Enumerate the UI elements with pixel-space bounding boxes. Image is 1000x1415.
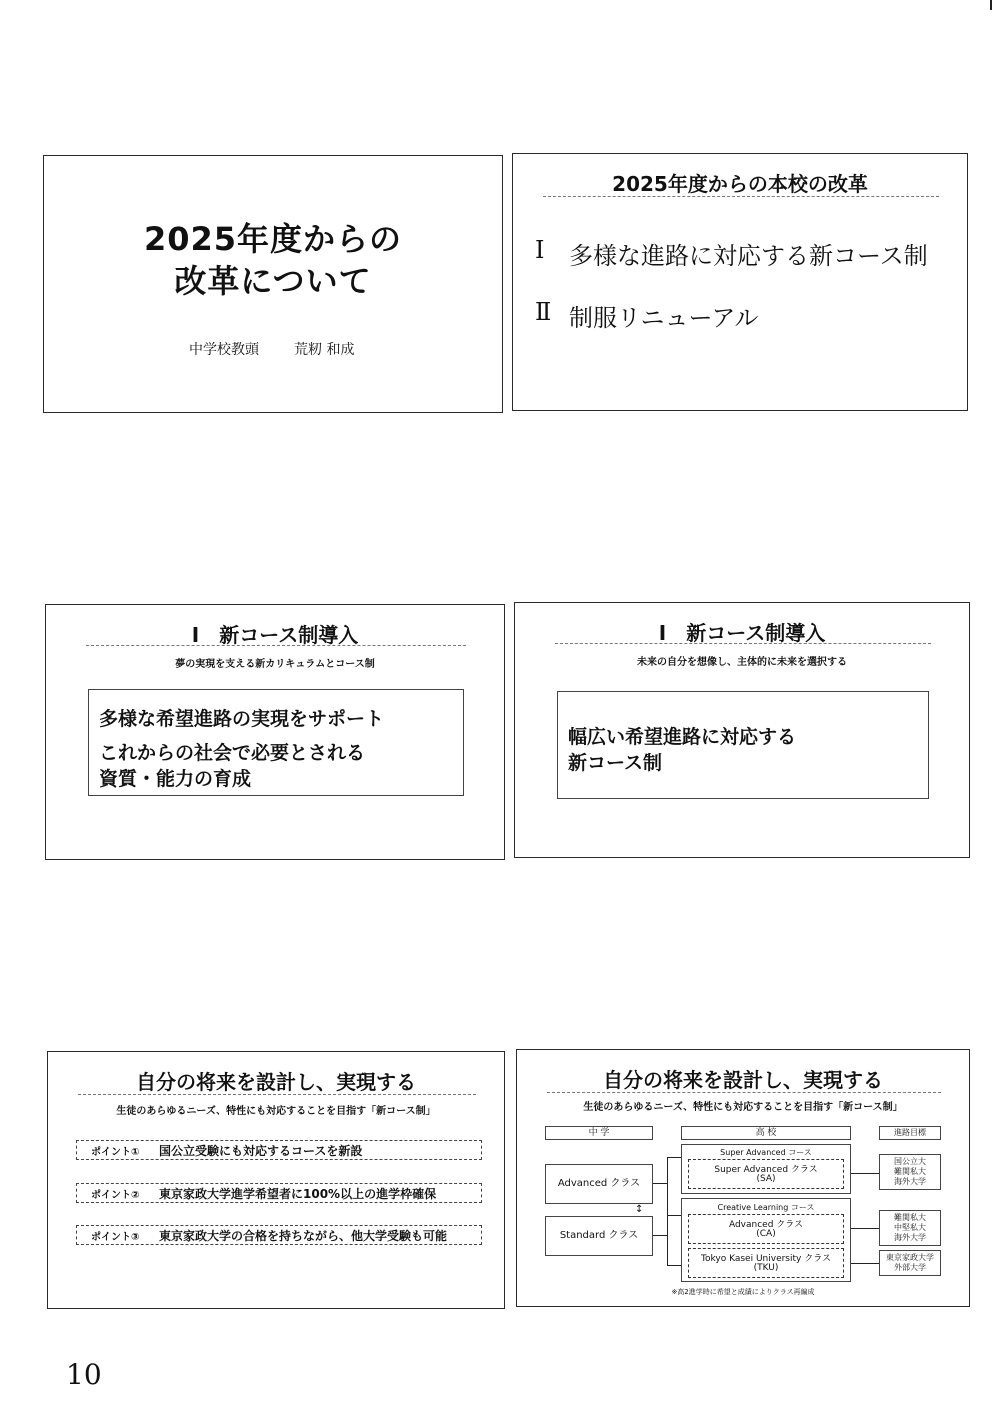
point-2-label: ポイント②	[91, 1190, 140, 1201]
footnote: ※高2進学時に希望と成績によりクラス再編成	[671, 1288, 815, 1296]
header-goal-label: 進路目標	[894, 1128, 926, 1137]
slide-3-line2: これからの社会で必要とされる	[99, 742, 366, 764]
presenter-name: 荒籾 和成	[294, 342, 355, 358]
jh-advanced-box	[545, 1164, 653, 1204]
slide-3-title: Ⅰ 新コース制導入	[191, 623, 359, 647]
slide-1	[43, 155, 503, 413]
agenda-item-2-number: Ⅱ	[535, 298, 552, 326]
slide-4-content-box	[557, 691, 929, 799]
point-3-text: 東京家政大学の合格を持ちながら、他大学受験も可能	[159, 1229, 448, 1243]
goal-box-1	[879, 1154, 941, 1190]
slide-4-line2: 新コース制	[568, 752, 663, 774]
goal-box-3	[879, 1250, 941, 1276]
goal-1-line: 国公立大	[894, 1157, 926, 1166]
slide-5-title: 自分の将来を設計し、実現する	[136, 1070, 416, 1094]
slide-6	[516, 1049, 970, 1307]
connector	[653, 1183, 667, 1184]
slide-1-title-line2: 改革について	[174, 262, 372, 300]
connector	[851, 1263, 879, 1264]
slide-2-title: 2025年度からの本校の改革	[612, 172, 868, 196]
sa-class-line1: Super Advanced クラス	[714, 1165, 818, 1175]
agenda-item-1-text: 多様な進路に対応する新コース制	[569, 242, 928, 270]
ca-class-box	[688, 1214, 844, 1244]
connector	[851, 1173, 879, 1174]
sa-course-box	[681, 1144, 851, 1194]
goal-3-line: 外部大学	[894, 1263, 926, 1272]
header-goal	[879, 1126, 941, 1140]
goal-2-line: 難関私大	[894, 1213, 926, 1222]
slide-3-line1: 多様な希望進路の実現をサポート	[99, 708, 385, 730]
page-number: 10	[66, 1358, 102, 1391]
slide-2	[512, 153, 968, 411]
goal-1-line: 海外大学	[894, 1177, 926, 1186]
header-junior-high-label: 中 学	[588, 1128, 610, 1138]
title-divider	[78, 1094, 476, 1095]
slide-1-title-line1: 2025年度からの	[143, 220, 403, 258]
connector	[667, 1215, 681, 1216]
ca-class-line2: (CA)	[756, 1229, 776, 1239]
slide-6-subtitle: 生徒のあらゆるニーズ、特性にも対応することを目指す「新コース制」	[583, 1102, 903, 1113]
slide-4-title: Ⅰ 新コース制導入	[658, 621, 826, 645]
title-divider	[543, 196, 939, 197]
connector	[653, 1235, 667, 1236]
slide-4-line1: 幅広い希望進路に対応する	[568, 726, 797, 748]
point-1-text: 国公立受験にも対応するコースを新設	[159, 1144, 363, 1158]
slide-5-subtitle: 生徒のあらゆるニーズ、特性にも対応することを目指す「新コース制」	[116, 1106, 436, 1117]
point-2-text: 東京家政大学進学希望者に100%以上の進学枠確保	[159, 1187, 437, 1201]
goal-2-line: 海外大学	[894, 1233, 926, 1242]
connector	[667, 1157, 668, 1265]
tku-class-line2: (TKU)	[753, 1263, 779, 1273]
slide-5	[47, 1051, 505, 1309]
header-high-school	[681, 1126, 851, 1140]
sa-class-line2: (SA)	[756, 1174, 776, 1184]
goal-1-line: 難関私大	[894, 1167, 926, 1176]
ca-class-line1: Advanced クラス	[728, 1220, 804, 1230]
title-divider	[555, 643, 931, 644]
sa-class-box	[688, 1159, 844, 1189]
point-1-box	[76, 1140, 482, 1160]
scan-mark	[990, 0, 992, 10]
point-3-box	[76, 1225, 482, 1245]
goal-box-2	[879, 1210, 941, 1246]
slide-3-subtitle: 夢の実現を支える新カリキュラムとコース制	[175, 659, 375, 670]
slide-4-subtitle: 未来の自分を想像し、主体的に未来を選択する	[637, 657, 847, 668]
sa-course-label: Super Advanced コース	[720, 1148, 812, 1157]
slide-6-title: 自分の将来を設計し、実現する	[603, 1068, 883, 1092]
title-divider	[547, 1092, 941, 1093]
header-junior-high	[545, 1126, 653, 1140]
cl-course-box	[681, 1198, 851, 1282]
tku-class-box	[688, 1248, 844, 1278]
connector	[851, 1228, 879, 1229]
arrow-icon: ↕	[635, 1204, 644, 1215]
slide-3-content-box	[88, 689, 464, 796]
presenter-role: 中学校教頭	[189, 342, 259, 358]
tku-class-line1: Tokyo Kasei University クラス	[701, 1254, 831, 1264]
slide-4	[514, 602, 970, 858]
agenda-item-1-number: Ⅰ	[535, 236, 545, 264]
connector	[667, 1265, 681, 1266]
jh-standard-box	[545, 1216, 653, 1256]
goal-3-line: 東京家政大学	[886, 1253, 934, 1262]
goal-2-line: 中堅私大	[894, 1223, 926, 1232]
jh-standard-label: Standard クラス	[559, 1230, 639, 1241]
cl-course-label: Creative Learning コース	[717, 1203, 815, 1212]
title-divider	[86, 645, 466, 646]
header-high-school-label: 高 校	[755, 1128, 777, 1138]
agenda-item-2-text: 制服リニューアル	[569, 304, 759, 332]
slide-3	[45, 604, 505, 860]
slide-3-line3: 資質・能力の育成	[99, 768, 252, 790]
point-1-label: ポイント①	[91, 1147, 140, 1158]
point-2-box	[76, 1183, 482, 1203]
point-3-label: ポイント③	[91, 1232, 140, 1243]
connector	[667, 1157, 681, 1158]
jh-advanced-label: Advanced クラス	[557, 1178, 641, 1189]
